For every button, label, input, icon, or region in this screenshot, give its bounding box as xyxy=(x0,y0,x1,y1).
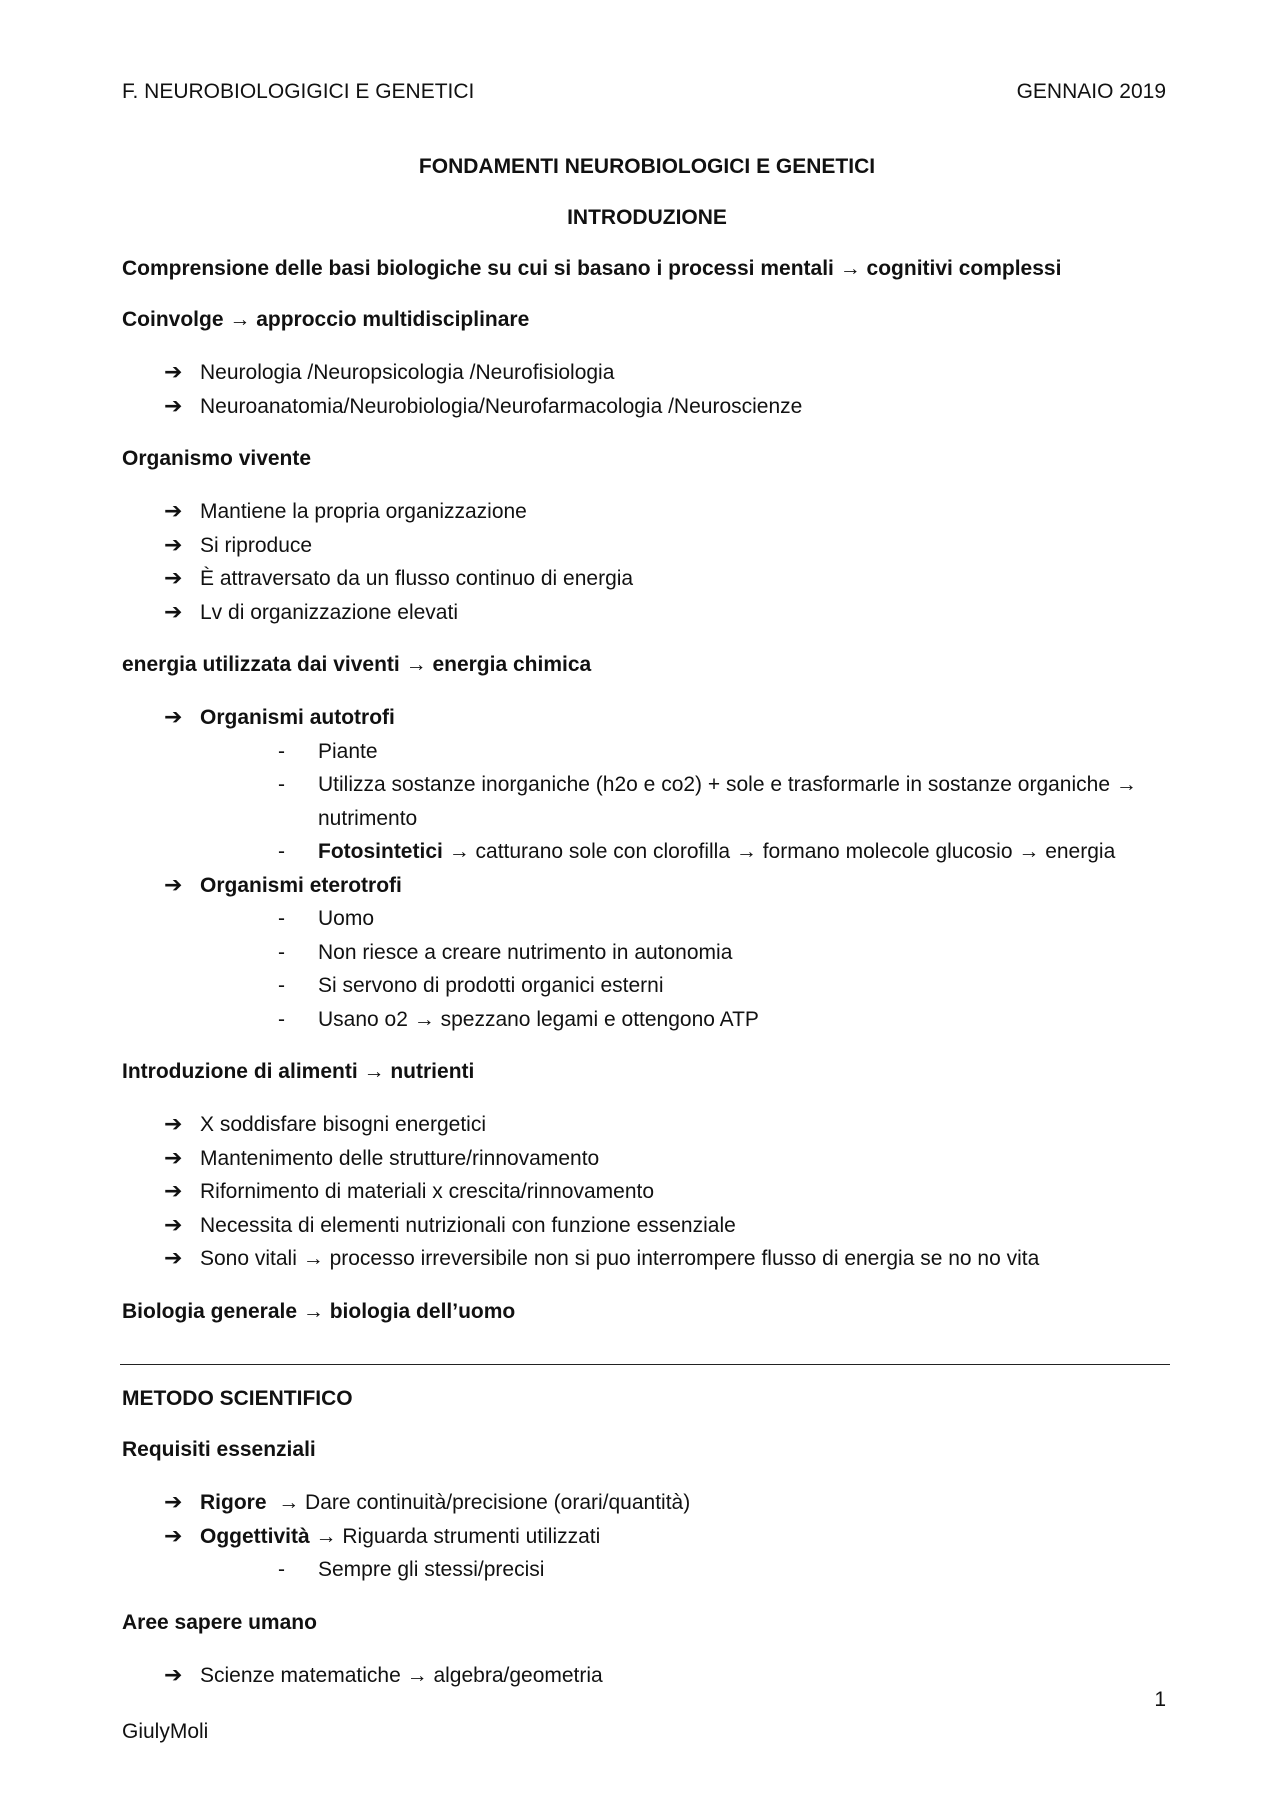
sublist-oggettivita xyxy=(200,1553,1172,1587)
footer-author: GiulyMoli xyxy=(122,1720,209,1743)
dash-bullet: - xyxy=(278,974,285,997)
right-arrow-icon: → xyxy=(839,257,861,280)
section-metodo-scientifico xyxy=(122,1384,1172,1713)
arrow-bullet-icon: ➔ xyxy=(164,532,183,558)
arrow-bullet-icon: ➔ xyxy=(164,499,183,524)
list-item-eterotrofi xyxy=(122,869,1172,1037)
sublist-autotrofi xyxy=(200,735,1172,869)
text: Mantenimento delle strutture/rinnovamento xyxy=(200,1146,600,1170)
text: energia utilizzata dai viventi xyxy=(122,653,400,676)
right-arrow-icon: → xyxy=(302,1247,324,1270)
text: Rifornimento di materiali x crescita/rinnovamento xyxy=(200,1180,655,1203)
right-arrow-icon: → xyxy=(363,1060,385,1083)
list-discipline xyxy=(122,356,1172,444)
right-arrow-icon: → xyxy=(229,308,251,331)
text: Neurologia /Neuropsicologia /Neurofisiologia xyxy=(200,361,615,384)
text: Necessita di elementi nutrizionali con funzione essenziale xyxy=(200,1213,736,1237)
list-nutrienti xyxy=(122,1108,1172,1297)
text: nutrienti xyxy=(390,1060,475,1083)
dash-bullet: - xyxy=(278,840,285,863)
sublist-item xyxy=(200,768,1172,835)
text: X soddisfare bisogni energetici xyxy=(200,1113,487,1136)
sublist-item xyxy=(200,735,1172,769)
paragraph-organismo: Organismo vivente xyxy=(122,447,312,470)
list-item-oggettivita xyxy=(122,1520,1172,1587)
sublist-item xyxy=(200,1553,1172,1587)
text: Organismi eterotrofi xyxy=(200,873,402,897)
list-item xyxy=(122,596,1172,630)
document-title: FONDAMENTI NEUROBIOLOGICI E GENETICI xyxy=(418,155,876,178)
text: Sempre gli stessi/precisi xyxy=(318,1558,545,1581)
list-item xyxy=(122,1659,1172,1693)
dash-bullet: - xyxy=(278,907,285,930)
arrow-bullet-icon: ➔ xyxy=(164,393,183,419)
text: processo irreversibile non si puo interrompere flusso di energia se no no vita xyxy=(329,1247,1040,1270)
right-arrow-icon: → xyxy=(735,840,757,863)
horizontal-divider xyxy=(120,1364,1170,1365)
list-item xyxy=(122,495,1172,529)
section-introduzione xyxy=(122,152,1172,1348)
text: Uomo xyxy=(318,907,375,930)
text: Piante xyxy=(318,739,378,763)
text: Scienze matematiche xyxy=(200,1663,401,1687)
section-title-introduzione: INTRODUZIONE xyxy=(567,206,727,229)
text: Fotosintetici xyxy=(318,840,443,863)
text: Introduzione di alimenti xyxy=(122,1060,358,1083)
text: biologia dell’uomo xyxy=(329,1299,516,1323)
list-item xyxy=(122,1209,1172,1243)
arrow-bullet-icon: ➔ xyxy=(164,1112,183,1137)
text: Coinvolge xyxy=(122,308,224,331)
sublist-item xyxy=(200,1003,1172,1037)
text: Si servono di prodotti organici esterni xyxy=(318,974,664,997)
sublist-item xyxy=(200,936,1172,970)
dash-bullet: - xyxy=(278,940,285,964)
text: spezzano legami e ottengono ATP xyxy=(440,1007,759,1031)
text: energia chimica xyxy=(432,653,592,676)
text: Usano o2 xyxy=(318,1007,408,1031)
text: nutrimento xyxy=(318,806,418,830)
list-item xyxy=(122,562,1172,596)
section-title-metodo: METODO SCIENTIFICO xyxy=(122,1387,353,1410)
paragraph-comprensione xyxy=(122,254,1172,305)
list-item xyxy=(122,1175,1172,1209)
text: Comprensione delle basi biologiche su cui si basano i processi mentali xyxy=(122,257,834,280)
dash-bullet: - xyxy=(278,739,285,763)
text: Riguarda strumenti utilizzati xyxy=(342,1524,601,1548)
list-item xyxy=(122,1108,1172,1142)
sublist-item xyxy=(200,969,1172,1003)
list-item xyxy=(122,529,1172,563)
arrow-bullet-icon: ➔ xyxy=(164,1212,183,1238)
right-arrow-icon: → xyxy=(405,653,427,676)
text: algebra/geometria xyxy=(433,1663,603,1687)
text: catturano sole con clorofilla xyxy=(475,840,731,863)
arrow-bullet-icon: ➔ xyxy=(164,1145,183,1171)
sublist-item xyxy=(200,835,1172,869)
paragraph-alimenti xyxy=(122,1057,1172,1108)
dash-bullet: - xyxy=(278,1007,285,1031)
text: Biologia generale xyxy=(122,1299,298,1323)
right-arrow-icon: → xyxy=(302,1299,324,1323)
dash-bullet: - xyxy=(278,1558,285,1581)
text: Rigore xyxy=(200,1491,267,1514)
list-item xyxy=(122,1142,1172,1176)
text: Utilizza sostanze inorganiche (h2o e co2) + sole e trasformarle in sostanze organiche xyxy=(318,773,1111,796)
paragraph-energia xyxy=(122,650,1172,701)
paragraph-biologia xyxy=(122,1297,1172,1348)
text: Non riesce a creare nutrimento in autonomia xyxy=(318,940,733,964)
text: Si riproduce xyxy=(200,533,313,557)
text: Dare continuità/precisione (orari/quantità) xyxy=(305,1491,691,1514)
text: formano molecole glucosio xyxy=(762,840,1013,863)
list-item xyxy=(122,1242,1172,1276)
arrow-bullet-icon: ➔ xyxy=(164,566,183,591)
list-organismo xyxy=(122,495,1172,650)
text: Sono vitali xyxy=(200,1247,297,1270)
paragraph-requisiti: Requisiti essenziali xyxy=(122,1438,316,1461)
sublist-item xyxy=(200,902,1172,936)
text: cognitivi complessi xyxy=(866,257,1062,280)
right-arrow-icon: → xyxy=(448,840,470,863)
header-right: GENNAIO 2019 xyxy=(1016,80,1166,103)
right-arrow-icon: → xyxy=(278,1491,300,1514)
text: È attraversato da un flusso continuo di energia xyxy=(200,567,634,590)
page-number: 1 xyxy=(1154,1688,1166,1711)
text: energia xyxy=(1045,840,1116,863)
text: approccio multidisciplinare xyxy=(256,308,530,331)
paragraph-coinvolge xyxy=(122,305,1172,356)
list-organismi xyxy=(122,701,1172,1057)
text: Oggettività xyxy=(200,1524,310,1548)
header-left: F. NEUROBIOLOGIGICI E GENETICI xyxy=(122,80,475,103)
list-aree xyxy=(122,1659,1172,1714)
text: Organismi autotrofi xyxy=(200,706,395,729)
sublist-eterotrofi xyxy=(200,902,1172,1036)
arrow-bullet-icon: ➔ xyxy=(164,1490,183,1515)
arrow-bullet-icon: ➔ xyxy=(164,599,183,625)
list-item xyxy=(122,356,1172,390)
text: Neuroanatomia/Neurobiologia/Neurofarmacologia /Neuroscienze xyxy=(200,394,803,418)
right-arrow-icon: → xyxy=(1115,773,1137,796)
right-arrow-icon: → xyxy=(315,1524,337,1548)
arrow-bullet-icon: ➔ xyxy=(164,1662,183,1688)
text: Lv di organizzazione elevati xyxy=(200,600,458,624)
arrow-bullet-icon: ➔ xyxy=(164,872,183,898)
right-arrow-icon: → xyxy=(406,1663,428,1687)
arrow-bullet-icon: ➔ xyxy=(164,360,183,385)
arrow-bullet-icon: ➔ xyxy=(164,1179,183,1204)
arrow-bullet-icon: ➔ xyxy=(164,1523,183,1549)
list-item-rigore xyxy=(122,1486,1172,1520)
list-requisiti xyxy=(122,1486,1172,1608)
list-item xyxy=(122,390,1172,424)
arrow-bullet-icon: ➔ xyxy=(164,1246,183,1271)
right-arrow-icon: → xyxy=(413,1007,435,1031)
text: Mantiene la propria organizzazione xyxy=(200,500,527,523)
right-arrow-icon: → xyxy=(1018,840,1040,863)
arrow-bullet-icon: ➔ xyxy=(164,705,183,730)
list-item-autotrofi xyxy=(122,701,1172,869)
paragraph-aree: Aree sapere umano xyxy=(122,1610,317,1634)
dash-bullet: - xyxy=(278,773,285,796)
